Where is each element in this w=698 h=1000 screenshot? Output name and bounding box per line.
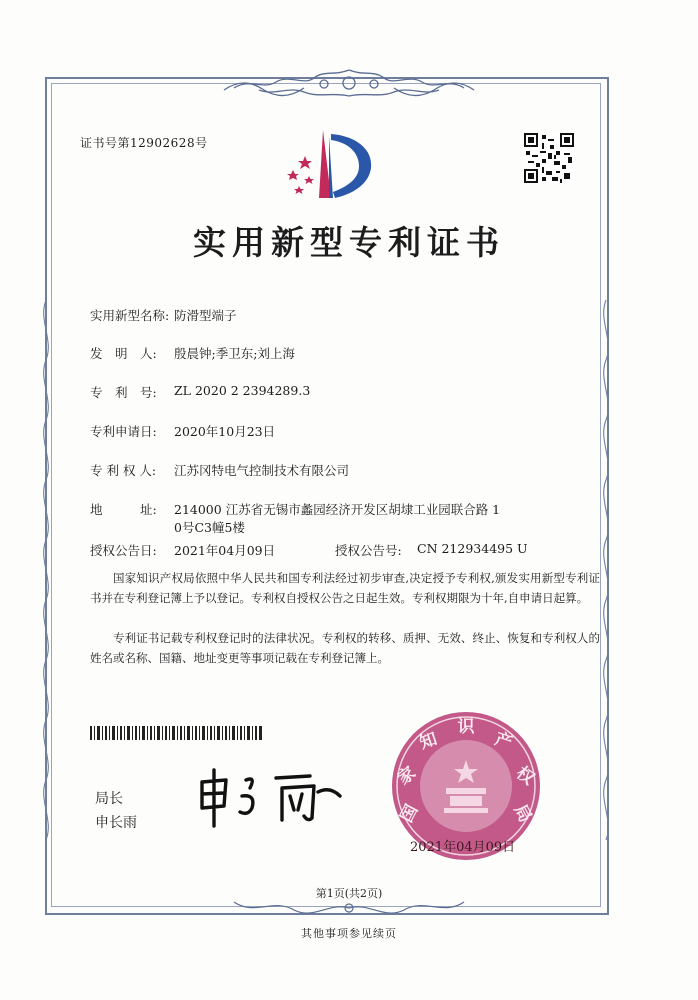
field-label-address: 地 址: <box>90 502 157 517</box>
body-paragraph-2: 专利证书记载专利权登记时的法律状况。专利权的转移、质押、无效、终止、恢复和专利权人的姓名或名称、国籍、地址变更等事项记载在专利登记簿上。 <box>90 631 600 665</box>
director-title: 局长 <box>95 791 123 807</box>
field-value-name: 防滑型端子 <box>174 308 237 323</box>
field-value-patent-no: ZL 2020 2 2394289.3 <box>174 383 311 398</box>
grant-no-value: CN 212934495 U <box>417 541 528 556</box>
handwritten-signature-icon <box>190 766 350 830</box>
certificate-title: 实用新型专利证书 <box>193 223 505 262</box>
grant-date-value: 2021年04月09日 <box>174 543 276 558</box>
field-value-patentee: 江苏冈特电气控制技术有限公司 <box>174 463 350 478</box>
top-ornament-icon <box>214 66 484 102</box>
page-number: 第1页(共2页) <box>315 887 383 900</box>
qr-code-icon <box>524 133 574 183</box>
svg-text:识: 识 <box>457 717 475 737</box>
svg-text:产: 产 <box>492 729 515 754</box>
continuation-note: 其他事项参见续页 <box>301 927 397 940</box>
svg-text:知: 知 <box>417 729 440 754</box>
svg-text:局: 局 <box>509 801 536 826</box>
field-value-address-line1: 214000 江苏省无锡市蠡园经济开发区胡埭工业园联合路 1 <box>174 502 501 517</box>
grant-date-label: 授权公告日: <box>90 543 157 558</box>
field-label-filing-date: 专利申请日: <box>90 424 157 439</box>
svg-text:家: 家 <box>394 762 420 790</box>
seal-date: 2021年04月09日 <box>410 840 516 855</box>
svg-text:权: 权 <box>512 762 538 790</box>
director-name: 申长雨 <box>95 815 137 831</box>
left-ornament-icon <box>36 300 56 860</box>
field-label-inventor: 发 明 人: <box>90 346 157 361</box>
field-value-address-line2: 0号C3幢5楼 <box>174 520 245 535</box>
body-paragraph-1: 国家知识产权局依照中华人民共和国专利法经过初步审查,决定授予专利权,颁发实用新型专利证书并在专利登记簿上予以登记。专利权自授权公告之日起生效。专利权期限为十年,自申请日起算。 <box>90 571 600 605</box>
field-label-name: 实用新型名称: <box>90 308 170 323</box>
field-label-patentee: 专 利 权 人: <box>90 463 157 478</box>
barcode-icon <box>90 726 262 740</box>
field-value-filing-date: 2020年10月23日 <box>174 424 276 439</box>
field-label-patent-no: 专 利 号: <box>90 385 157 400</box>
svg-text:国: 国 <box>396 801 423 826</box>
field-value-inventor: 殷晨钟;季卫东;刘上海 <box>174 346 295 361</box>
grant-no-label: 授权公告号: <box>335 543 402 558</box>
cnipa-logo-icon <box>273 128 377 204</box>
certificate-number: 证书号第12902628号 <box>80 136 208 150</box>
